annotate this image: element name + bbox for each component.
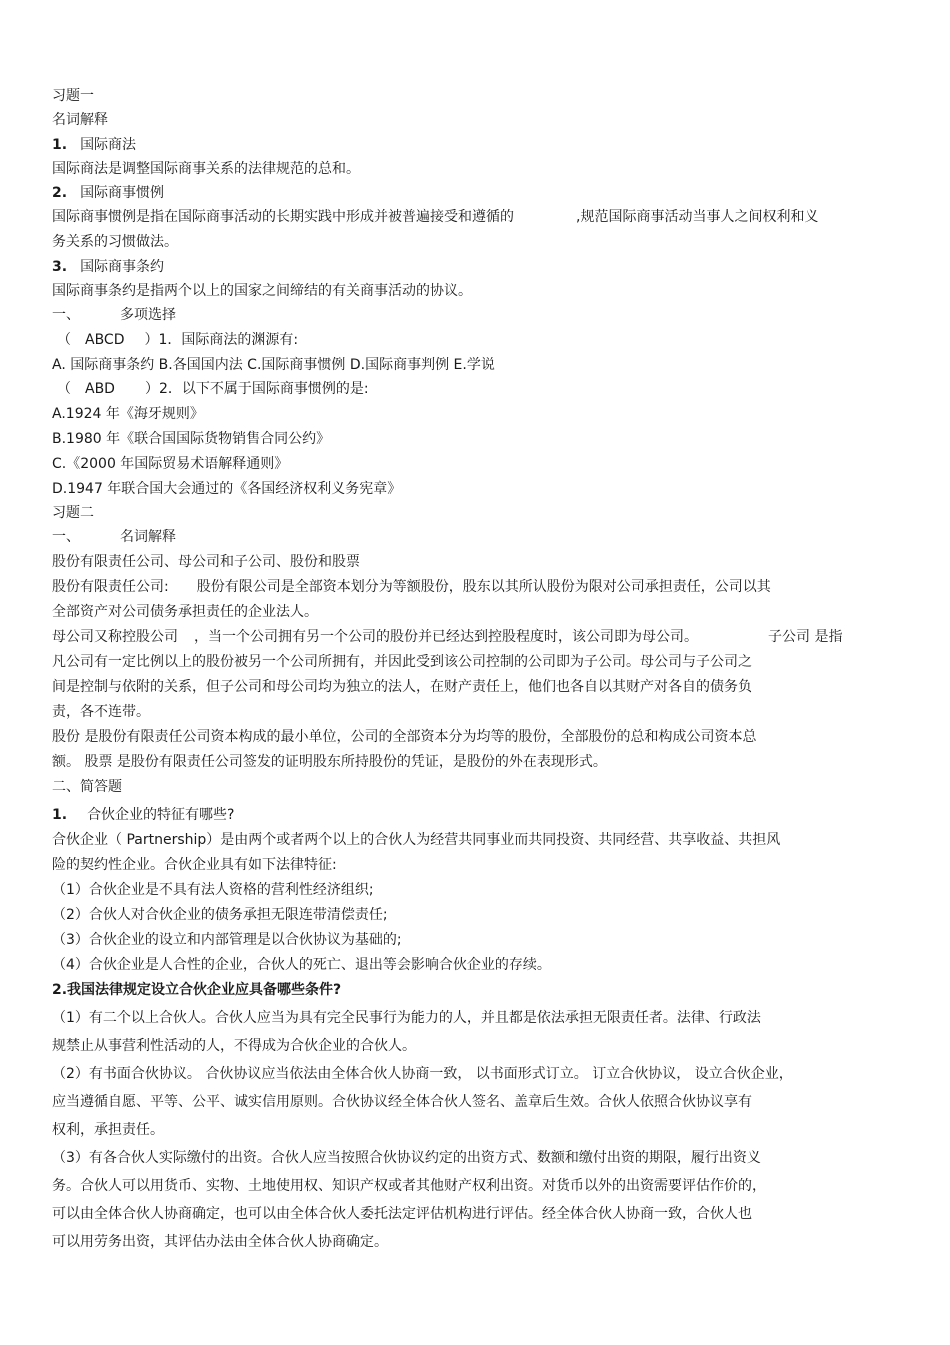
condition-1-line-1: （1）有二个以上合伙人。合伙人应当为具有完全民事行为能力的人，并且都是依法承担无限责任者。法律、行政法: [52, 1010, 761, 1026]
term-3-number: 3.: [52, 259, 68, 275]
question-2-text: ）2．以下不属于国际商事惯例的是:: [144, 381, 369, 397]
joint-stock-company-line-2: 全部资产对公司债务承担责任的企业法人。: [52, 604, 318, 620]
question-1: [52, 332, 902, 349]
joint-stock-company-definition: 股份有限公司是全部资本划分为等额股份，股东以其所认股份为限对公司承担责任，公司以其: [196, 579, 771, 595]
document-page: [52, 88, 902, 1251]
condition-3-line-2: 务。合伙人可以用货币、实物、土地使用权、知识产权或者其他财产权利出资。对货币以外的出资需要评估作价的，: [52, 1178, 766, 1194]
exercise-2-topic: 股份有限责任公司、母公司和子公司、股份和股票: [52, 554, 360, 570]
condition-3-line-3: 可以由全体合伙人协商确定，也可以由全体合伙人委托法定评估机构进行评估。经全体合伙人协商一致，合伙人也: [52, 1206, 752, 1222]
condition-1-line-2: 规禁止从事营利性活动的人，不得成为合伙企业的合伙人。: [52, 1038, 416, 1054]
short-question-1-number: 1.: [52, 807, 68, 823]
term-2-definition-part-a: 国际商事惯例是指在国际商事活动的长期实践中形成并被普遍接受和遵循的: [52, 209, 514, 225]
condition-3-line-1: （3）有各合伙人实际缴付的出资。合伙人应当按照合伙协议约定的出资方式、数额和缴付出资的期限，履行出资义: [52, 1150, 761, 1166]
condition-2-line-1: （2）有书面合伙协议。 合伙协议应当依法由全体合伙人协商一致， 以书面形式订立。 订立合伙协议， 设立合伙企业，: [52, 1066, 793, 1082]
term-3-heading: [52, 259, 902, 276]
exercise-2-terms-number: 一、: [52, 529, 80, 545]
exercise-2-title: 习题二: [52, 505, 94, 521]
multiple-choice-heading: [52, 307, 902, 324]
term-1-heading: [52, 137, 902, 154]
parent-company-label: 母公司又称控股公司: [52, 629, 178, 645]
term-2-title: 国际商事惯例: [80, 185, 165, 201]
partnership-feature-1: （1）合伙企业是不具有法人资格的营利性经济组织;: [52, 882, 374, 898]
condition-2-line-3: 权利，承担责任。: [52, 1122, 164, 1138]
shares-line-1: 股份 是股份有限责任公司资本构成的最小单位，公司的全部资本分为均等的股份，全部股份的总和构成公司资本总: [52, 729, 757, 745]
partnership-definition-line-2: 险的契约性企业。合伙企业具有如下法律特征:: [52, 857, 337, 873]
short-question-2-title: 2.我国法律规定设立合伙企业应具备哪些条件?: [52, 982, 342, 998]
term-2-number: 2.: [52, 185, 68, 201]
question-2-option-a: A.1924 年《海牙规则》: [52, 406, 204, 422]
question-2-answer: ABD: [85, 381, 115, 397]
short-answer-heading: 二、简答题: [52, 779, 122, 795]
exercise-2-terms-heading: [52, 529, 902, 546]
partnership-feature-4: （4）合伙企业是人合性的企业，合伙人的死亡、退出等会影响合伙企业的存续。: [52, 957, 551, 973]
parent-company-line-4: 责，各不连带。: [52, 704, 150, 720]
term-2-heading: [52, 185, 902, 202]
term-3-definition: 国际商事条约是指两个以上的国家之间缔结的有关商事活动的协议。: [52, 283, 472, 299]
parent-company-line-2: 凡公司有一定比例以上的股份被另一个公司所拥有，并因此受到该公司控制的公司即为子公司。母公司与子公司之: [52, 654, 752, 670]
question-1-options: A. 国际商事条约 B.各国国内法 C.国际商事惯例 D.国际商事判例 E.学说: [52, 357, 495, 373]
question-2-option-b: B.1980 年《联合国国际货物销售合同公约》: [52, 431, 331, 447]
exercise-2-terms-title: 名词解释: [120, 529, 176, 545]
short-question-1-heading: [52, 807, 902, 824]
question-1-answer: ABCD: [85, 332, 125, 348]
question-2-option-d: D.1947 年联合国大会通过的《各国经济权利义务宪章》: [52, 481, 402, 497]
exercise-1-title: 习题一: [52, 88, 94, 104]
multiple-choice-title: 多项选择: [120, 307, 176, 323]
term-2-definition-line-1: [52, 209, 902, 226]
term-3-title: 国际商事条约: [80, 259, 165, 275]
short-question-1-title: 合伙企业的特征有哪些?: [87, 807, 235, 823]
term-1-number: 1.: [52, 137, 68, 153]
joint-stock-company-label: 股份有限责任公司:: [52, 579, 169, 595]
parent-company-line-1: [52, 629, 902, 646]
multiple-choice-number: 一、: [52, 307, 80, 323]
subsidiary-label: 子公司 是指: [768, 629, 843, 645]
partnership-feature-3: （3）合伙企业的设立和内部管理是以合伙协议为基础的;: [52, 932, 402, 948]
condition-2-line-2: 应当遵循自愿、平等、公平、诚实信用原则。合伙协议经全体合伙人签名、盖章后生效。合伙人依照合伙协议享有: [52, 1094, 752, 1110]
term-2-definition-part-b: ,规范国际商事活动当事人之间权利和义: [576, 209, 819, 225]
term-1-definition: 国际商法是调整国际商事关系的法律规范的总和。: [52, 161, 360, 177]
shares-line-2: 额。 股票 是股份有限责任公司签发的证明股东所持股份的凭证，是股份的外在表现形式。: [52, 754, 607, 770]
parent-company-line-3: 间是控制与依附的关系，但子公司和母公司均为独立的法人，在财产责任上，他们也各自以其财产对各自的债务负: [52, 679, 752, 695]
partnership-feature-2: （2）合伙人对合伙企业的债务承担无限连带清偿责任;: [52, 907, 388, 923]
joint-stock-company-line-1: [52, 579, 902, 596]
parent-company-definition: ，当一个公司拥有另一个公司的股份并已经达到控股程度时，该公司即为母公司。: [194, 629, 698, 645]
question-2-option-c: C.《2000 年国际贸易术语解释通则》: [52, 456, 289, 472]
question-1-open-paren: （: [57, 332, 71, 348]
condition-3-line-4: 可以用劳务出资，其评估办法由全体合伙人协商确定。: [52, 1234, 388, 1250]
question-2: [52, 381, 902, 398]
term-2-definition-line-2: 务关系的习惯做法。: [52, 234, 178, 250]
term-1-title: 国际商法: [80, 137, 137, 153]
terms-heading: 名词解释: [52, 112, 108, 128]
question-2-open-paren: （: [57, 381, 71, 397]
partnership-definition-line-1: 合伙企业（ Partnership）是由两个或者两个以上的合伙人为经营共同事业而共同投资、共同经营、共享收益、共担风: [52, 832, 781, 848]
question-1-text: ）1．国际商法的渊源有:: [144, 332, 299, 348]
